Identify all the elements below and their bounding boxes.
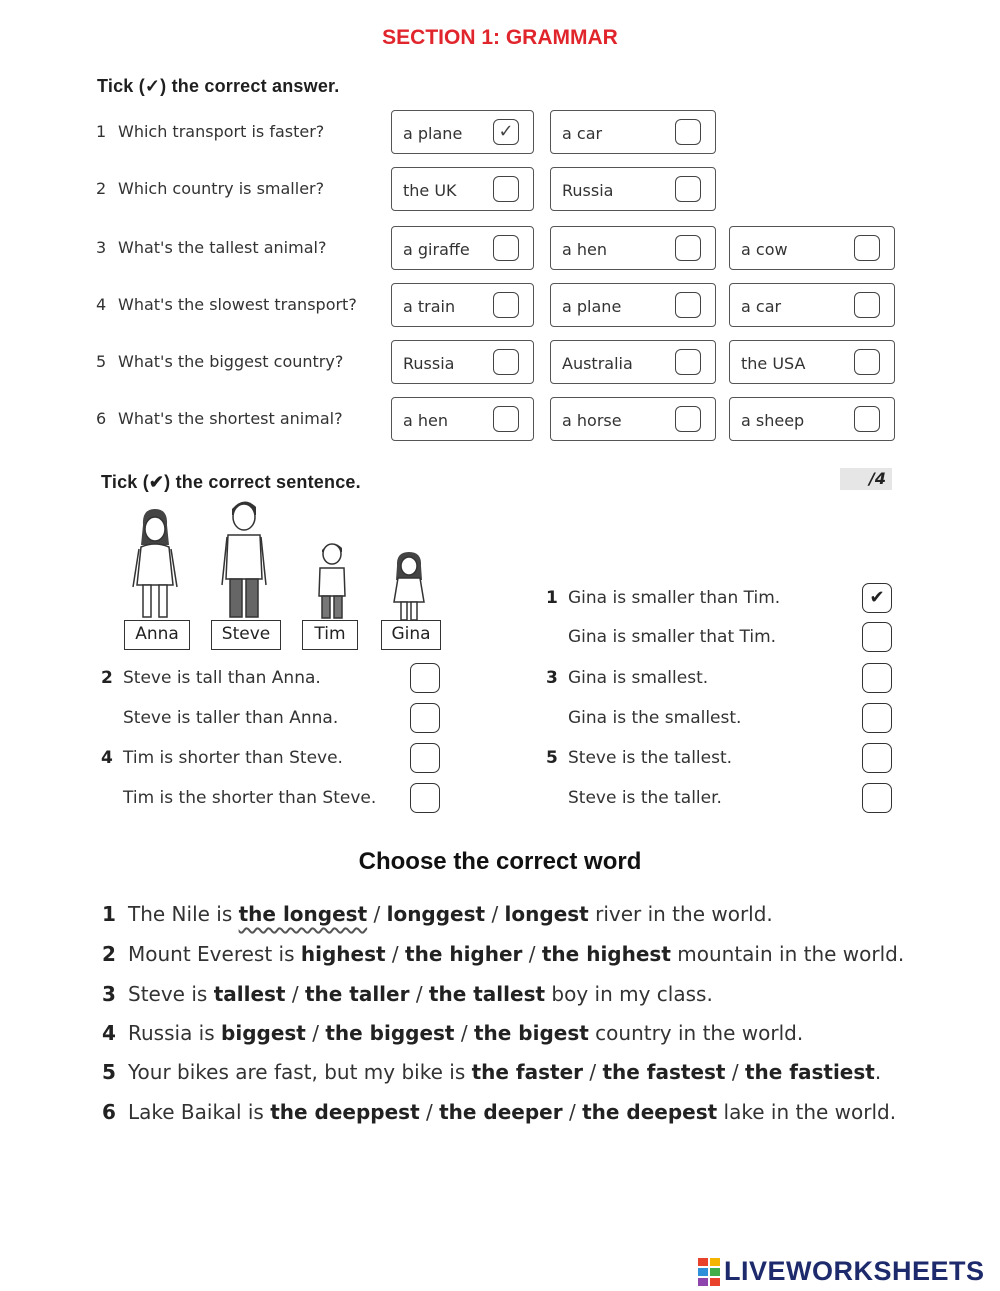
gina-figure-image [388, 550, 430, 622]
word-choice[interactable]: the higher [405, 942, 523, 966]
tick-box[interactable] [854, 406, 880, 432]
sentence-text [128, 1021, 803, 1045]
exercise2-instruction: Tick (✔) the correct sentence. [101, 472, 361, 492]
sentence-row [546, 621, 896, 657]
sentence-text [128, 1060, 881, 1084]
answer-option[interactable] [729, 340, 895, 384]
tick-box[interactable] [410, 743, 440, 773]
choice-separator: / [562, 1100, 583, 1124]
sentence-before: Russia is [128, 1021, 222, 1045]
name-tag-gina: Gina [381, 620, 441, 650]
sentence-row [101, 702, 446, 738]
sentence-text [128, 902, 773, 926]
sentence-row [546, 742, 896, 778]
tim-figure-image [310, 538, 354, 622]
answer-option[interactable] [391, 226, 534, 270]
tick-box[interactable] [854, 235, 880, 261]
sentence-number: 1 [546, 588, 558, 608]
question-text: What's the biggest country? [118, 352, 344, 371]
word-choice[interactable]: tallest [213, 982, 286, 1006]
sentence-text: Tim is the shorter than Steve. [123, 788, 377, 808]
liveworksheets-brand-text: LIVEWORKSHEETS [724, 1256, 985, 1286]
sentence-after: boy in my class. [545, 982, 713, 1006]
question-number: 3 [96, 238, 107, 257]
sentence-text: Gina is smaller that Tim. [568, 627, 777, 647]
sentence-number: 3 [546, 668, 558, 688]
answer-option-label: a horse [562, 411, 622, 430]
word-choice[interactable]: the fastiest [744, 1060, 875, 1084]
question-row [0, 340, 1000, 386]
answer-option-label: a hen [562, 240, 608, 259]
sentence-before: The Nile is [128, 902, 239, 926]
sentence-before: Your bikes are fast, but my bike is [128, 1060, 472, 1084]
answer-option-label: a hen [403, 411, 449, 430]
answer-option[interactable] [550, 110, 716, 154]
answer-option[interactable] [729, 226, 895, 270]
answer-option-label: a giraffe [403, 240, 470, 259]
answer-option[interactable] [391, 283, 534, 327]
tick-box[interactable] [862, 622, 892, 652]
sentence-number: 1 [102, 902, 116, 926]
sentence-text: Steve is tall than Anna. [123, 668, 321, 688]
steve-figure-image [214, 495, 274, 621]
word-choice[interactable]: the deepest [582, 1100, 718, 1124]
answer-option-label: Russia [562, 181, 614, 200]
choice-separator: / [485, 902, 505, 926]
answer-option[interactable] [391, 167, 534, 211]
sentence-row [101, 782, 446, 818]
answer-option[interactable] [391, 397, 534, 441]
choice-separator: / [285, 982, 305, 1006]
sentence-text: Gina is the smallest. [568, 708, 742, 728]
word-choice[interactable]: the bigest [473, 1021, 589, 1045]
sentence-text [128, 982, 713, 1006]
sentence-number: 3 [102, 982, 116, 1006]
tick-box[interactable] [854, 292, 880, 318]
tick-box[interactable] [493, 406, 519, 432]
sentence-text: Gina is smaller than Tim. [568, 588, 781, 608]
sentence-text: Gina is smallest. [568, 668, 709, 688]
question-text: What's the slowest transport? [118, 295, 357, 314]
answer-option-label: the USA [741, 354, 806, 373]
question-text: What's the tallest animal? [118, 238, 327, 257]
tick-box[interactable]: ✔ [862, 583, 892, 613]
question-number: 2 [96, 179, 107, 198]
tick-box[interactable]: ✓ [493, 119, 519, 145]
answer-option-label: a plane [562, 297, 622, 316]
question-text: Which country is smaller? [118, 179, 325, 198]
question-number: 4 [96, 295, 107, 314]
tick-box[interactable] [493, 176, 519, 202]
tick-box[interactable] [675, 235, 701, 261]
sentence-text: Steve is the tallest. [568, 748, 733, 768]
choice-separator: / [419, 1100, 440, 1124]
sentence-after: river in the world. [588, 902, 773, 926]
tick-box[interactable] [862, 703, 892, 733]
tick-box[interactable] [675, 119, 701, 145]
name-tag-anna: Anna [124, 620, 190, 650]
tick-box[interactable] [854, 349, 880, 375]
sentence-row [546, 702, 896, 738]
word-choice[interactable]: the tallest [428, 982, 546, 1006]
tick-box[interactable] [675, 406, 701, 432]
question-text: What's the shortest animal? [118, 409, 343, 428]
word-choice[interactable]: the deeper [439, 1100, 563, 1124]
question-row [0, 167, 1000, 213]
answer-option[interactable] [729, 283, 895, 327]
answer-option-label: a train [403, 297, 456, 316]
answer-option[interactable] [550, 226, 716, 270]
answer-option-label: a cow [741, 240, 788, 259]
word-choice[interactable]: longest [504, 902, 589, 926]
anna-figure-image [125, 505, 185, 621]
sentence-text: Tim is shorter than Steve. [123, 748, 343, 768]
sentence-before: Mount Everest is [128, 942, 301, 966]
sentence-number: 4 [102, 1021, 116, 1045]
question-row [0, 110, 1000, 156]
sentence-row [546, 582, 896, 618]
sentence-number: 2 [101, 668, 113, 688]
sentence-row [546, 782, 896, 818]
question-number: 6 [96, 409, 107, 428]
word-choice[interactable]: the deeppest [270, 1100, 420, 1124]
word-choice[interactable]: the faster [471, 1060, 584, 1084]
answer-option-label: a car [741, 297, 782, 316]
sentence-text: Steve is the taller. [568, 788, 722, 808]
choice-separator: / [454, 1021, 474, 1045]
question-row [0, 226, 1000, 272]
question-row [0, 397, 1000, 443]
tick-box[interactable] [410, 663, 440, 693]
sentence-text: Steve is taller than Anna. [123, 708, 339, 728]
answer-option-label: the UK [403, 181, 457, 200]
tick-box[interactable] [493, 235, 519, 261]
sentence-number: 2 [102, 942, 116, 966]
word-choice[interactable]: biggest [221, 1021, 306, 1045]
choice-separator: / [385, 942, 406, 966]
answer-option[interactable] [550, 283, 716, 327]
tick-box[interactable] [862, 663, 892, 693]
sentence-before: Steve is [128, 982, 214, 1006]
question-number: 5 [96, 352, 107, 371]
answer-option-label: Russia [403, 354, 455, 373]
tick-box[interactable] [493, 292, 519, 318]
choice-separator: / [305, 1021, 326, 1045]
section-title: SECTION 1: GRAMMAR [382, 26, 618, 49]
sentence-after: . [874, 1060, 882, 1084]
answer-option[interactable] [550, 340, 716, 384]
choice-separator: / [583, 1060, 603, 1084]
word-choice[interactable]: the highest [541, 942, 671, 966]
choice-separator: / [522, 942, 542, 966]
word-choice[interactable]: the biggest [325, 1021, 455, 1045]
answer-option[interactable] [391, 110, 534, 154]
tick-box[interactable] [493, 349, 519, 375]
answer-option[interactable] [729, 397, 895, 441]
answer-option[interactable] [391, 340, 534, 384]
sentence-number: 4 [101, 748, 113, 768]
sentence-row [101, 742, 446, 778]
answer-option[interactable] [550, 167, 716, 211]
tick-box[interactable] [410, 703, 440, 733]
tick-box[interactable] [862, 743, 892, 773]
sentence-after: lake in the world. [717, 1100, 897, 1124]
sentence-number: 5 [546, 748, 558, 768]
word-choice[interactable]: the fastest [602, 1060, 726, 1084]
word-choice[interactable]: the longest [238, 902, 368, 926]
choice-separator: / [725, 1060, 745, 1084]
answer-option-label: Australia [562, 354, 633, 373]
exercise3-title: Choose the correct word [358, 848, 642, 875]
question-number: 1 [96, 122, 107, 141]
question-row [0, 283, 1000, 329]
exercise1-instruction: Tick (✓) the correct answer. [97, 76, 340, 96]
word-choice[interactable]: longgest [386, 902, 486, 926]
tick-box[interactable] [862, 783, 892, 813]
name-tag-tim: Tim [302, 620, 358, 650]
sentence-number: 5 [102, 1060, 116, 1084]
sentence-number: 6 [102, 1100, 116, 1124]
choice-separator: / [409, 982, 429, 1006]
word-choice[interactable]: the taller [304, 982, 410, 1006]
sentence-row [546, 662, 896, 698]
answer-option[interactable] [550, 397, 716, 441]
choice-separator: / [367, 902, 387, 926]
tick-box[interactable] [675, 176, 701, 202]
sentence-after: country in the world. [588, 1021, 804, 1045]
tick-box[interactable] [675, 349, 701, 375]
question-text: Which transport is faster? [118, 122, 325, 141]
tick-box[interactable] [675, 292, 701, 318]
answer-option-label: a car [562, 124, 603, 143]
word-choice[interactable]: highest [300, 942, 386, 966]
answer-option-label: a plane [403, 124, 463, 143]
sentence-text [128, 942, 904, 966]
sentence-text [128, 1100, 896, 1124]
score-label: /4 [840, 468, 892, 490]
sentence-after: mountain in the world. [670, 942, 905, 966]
sentence-row [101, 662, 446, 698]
name-tag-steve: Steve [211, 620, 281, 650]
sentence-before: Lake Baikal is [128, 1100, 271, 1124]
tick-box[interactable] [410, 783, 440, 813]
liveworksheets-logo-icon [698, 1258, 722, 1286]
answer-option-label: a sheep [741, 411, 805, 430]
